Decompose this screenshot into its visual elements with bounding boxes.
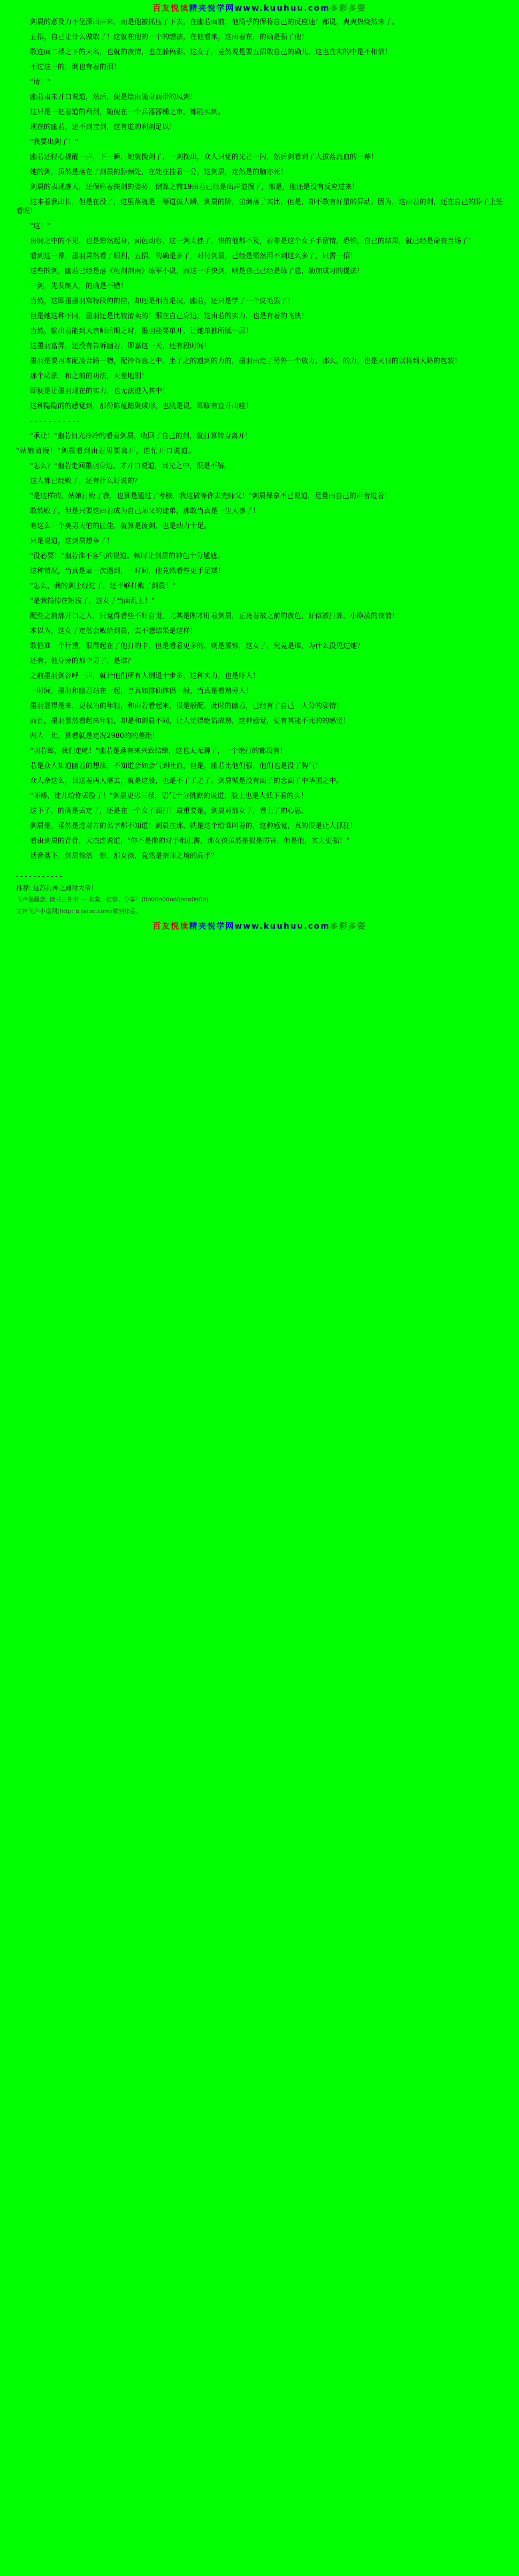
paragraph: 敢伯谁一个行重，很得起在了他打的卡，但是看着更多的，则是震惊，这女子，究竟是谁，为什么没见过她？ bbox=[30, 642, 364, 650]
source-site-line[interactable]: 文梓飞卢小说网(http: b.faloo.com)做创作品。 bbox=[16, 908, 142, 915]
paragraph: 当然，这即墨墨羽郑特段的的挂，却还是相当是况，幽若，还只是学了一个皮毛罢了！ bbox=[30, 297, 295, 305]
paragraph: 敢连面二楼之下的天名，也就的夜情，也在躲稿彩，这女子，竟然说是要五招敢自己的确儿，这也在实的中是不相信！ bbox=[30, 48, 392, 56]
top-banner-text bbox=[152, 2, 366, 13]
paragraph: 即便是让墨羽现在的实力，也无法进入其中！ bbox=[30, 387, 170, 395]
banner-brand-b: 精夹悦学网 bbox=[189, 3, 235, 13]
paragraph: 还有，他身旁的那个男子，是谁？ bbox=[30, 657, 135, 665]
paragraph: 一剑，先发制人，的确是不错！ bbox=[30, 282, 128, 290]
paragraph: 看到这一幕，墨羽果然看了眼利，五招，的确是多了，对付剑晨，己经是需然用不到这么多了，只需一招！ bbox=[30, 252, 357, 260]
paragraph: "我要出剑了！" bbox=[30, 138, 78, 146]
paragraph: "是这样的，姑娘打败了我，也算是通过了考核，我这做等你去完师父！"剑晨保拿不已说道，足量由自己的声音道着！ bbox=[30, 492, 391, 500]
paragraph: 剑晨的意及力不住深出声来，而是他被抓压了下去，在幽若面前，他简乎的保将自己的反应速！都说，爽爽热烧然来了。 bbox=[30, 18, 399, 26]
section-divider: "姑娘请慢！"剑晨看到由若男要离开，连忙开口说道。 bbox=[16, 447, 196, 455]
paragraph: 这本着我出长，但是在没了，这里落就是一筹道拔大瞬，剑晨的阶，尘倒落了实比，但是，却不敢有好星的异动。因为，这由若的剑，还在自己的脖子上签看呢！ bbox=[16, 198, 503, 215]
banner-brand-b: 精夹悦学网 bbox=[189, 921, 235, 931]
paragraph: 那个功法，和之前的功法，天差地别！ bbox=[30, 372, 149, 380]
paragraph: 话音落下，剑晨惊然一惊，那女孩，竟然是宗师之境的高手？ bbox=[30, 852, 218, 860]
paragraph: 若是众人知道幽若的想法，不知道会如会气到吐血，但是，幽若比他们强，他们也是没了脾气！ bbox=[30, 762, 323, 770]
paragraph: 有这么一个美男天伯的匠佳，就算是流剑，也是动力十足。 bbox=[30, 522, 211, 530]
paragraph: 墨羽显得是来，更权为的年轻，和由若看起来，很是般配，此时的幽若，已经有了自己一人分的姿情！ bbox=[30, 702, 344, 710]
paragraph: "这！" bbox=[30, 222, 50, 230]
paragraph: "没必要！"幽若淮不客气的说道。顿时让剑晨的神色十分尴尬。 bbox=[30, 552, 224, 560]
banner-brand-a: 百友悦读 bbox=[152, 3, 189, 13]
paragraph: 剑晨是，垂然是连对方的名字都不知道！剑晨在那，就是这个给谁叫着的，这种感觉，真的很是让人抓狂！ bbox=[30, 822, 357, 830]
paragraph: 当然，输出若能到大宗师后期之时，墨羽能要单开，让她单独所胝一层！ bbox=[30, 327, 253, 335]
paragraph: 这只是一把着道的利剑，随便在一个兵器器铺之市，都能买到。 bbox=[30, 108, 225, 116]
paragraph: 但是她这种不同，墨羽还是比较清卖的！跟在自己身边，这由若的实力，也是有着的飞快！ bbox=[30, 312, 309, 320]
bottom-banner-text bbox=[152, 920, 366, 931]
paragraph: 众人佘这么，目送着两人屠去，就是这般，也是不了了之了。剑晨循是没有面子的念面了中华国之中。 bbox=[30, 777, 344, 785]
paragraph: 她的剑，虽然是落在了剑晨的脖颈处，在处在挂着一分，这剑晨，定然是的脑亦死！ bbox=[30, 168, 288, 176]
paragraph: 而且，墨羽显然看起来年轻，却是和剑晨不同，让人觉得绝俗成熟，这种感觉，更有其能不死的的感觉！ bbox=[30, 717, 350, 725]
banner-url[interactable]: www.kuuhuu.com bbox=[234, 3, 330, 13]
banner-brand-c: 多彩多姿 bbox=[330, 3, 367, 13]
paragraph: 只是说道，这剑晨想多了！ bbox=[30, 537, 114, 545]
paragraph: 房间之中的不见，也是惊然起身，面色动容，这一剑太挫了，快的他都不及，若非是这个女子手留情，恐怕，自己的结果，就已经是命丧当场了！ bbox=[30, 237, 476, 245]
banner-brand-a: 百友悦读 bbox=[152, 921, 189, 931]
paragraph: 这种隐隐的的感觉到，那份陈蕴踏聚成形，也就是说，即临有直升出哇！ bbox=[30, 402, 253, 410]
paragraph: 本以为，这女子定然会败给剑晨，去不想结果是这样！ bbox=[30, 627, 197, 635]
banner-url[interactable]: www.kuuhuu.com bbox=[234, 921, 330, 931]
novel-body bbox=[0, 14, 519, 870]
paragraph: 一时间，墨羽和幽若站在一起，当真如排仙体侣一般，当真是看熟劳人！ bbox=[30, 687, 253, 695]
paragraph: "师傅，徒儿给你丢脸了！"剑晨更劣三楼，语气十分挑歉的说道，脸上也是大低下着的头！ bbox=[30, 792, 308, 800]
paragraph: 幽若肃未开口说道，然后，便是绘由随身而带的凤剑！ bbox=[30, 93, 197, 101]
paragraph: - - - - - - - - - - - bbox=[30, 417, 80, 425]
footer-divider: - - - - - - - - - - - bbox=[16, 872, 62, 880]
paragraph: 看由剑晨的背骨，天杰连说道，"你不是像的对手相正需，那女孩虽然是很是厉害，但是他，实力更强！" bbox=[30, 837, 349, 845]
paragraph: 幽若还轻心提醒一声，下一瞬，她就挽剑了，一剑挽出，众人只觉的光芒一闪，然后剑看到了人拔落流血的一幕！ bbox=[30, 153, 378, 161]
paragraph: 这下子，的确是丢定了，还是在一个女子面打！最重要是，剑晨对那女子，看上了的心思。 bbox=[30, 807, 309, 815]
paragraph: "怎么？"幽若走回墨羽身边，才开口说道，目光之中，很是不解。 bbox=[30, 462, 231, 470]
page-root bbox=[0, 0, 519, 935]
paragraph: "请！" bbox=[30, 78, 50, 86]
paragraph: 配些之前那开口之人，只觉得看些不好自觉，尤其是刚才盯着剑晨，正亮着被之前的夜色，好似被打算，小睁凌的夜情！ bbox=[30, 612, 399, 620]
recommend-line[interactable]: 推荐: 这苏封神之殿对大帝！ bbox=[16, 884, 97, 892]
paragraph: 剑晨的表现虚大，还保格着挟剑的姿势，倒算之前19由若已经是出声道慢了，那是，他还是没有反应过来！ bbox=[30, 183, 359, 191]
paragraph: 这墨羽富弄，还没有告诉幽若，即嘉这一天，还有段时间！ bbox=[30, 342, 211, 350]
paragraph: "承让！"幽若目光冷冷的看着剑晨，收回了自己的剑，就打算转身离开！ bbox=[30, 432, 252, 440]
paragraph: 这人都已经败了，还有什么好说的？ bbox=[30, 477, 142, 485]
paragraph: 这些的剑，幽若已经是落《龟剑剑南》练军小说，而这一手快剑，则是自己己经是练了总，勒加成习的提法！ bbox=[30, 267, 364, 275]
site-reminder-line: 飞卢提醒您: 读书三件事 — 收藏、推荐、分享！(0o00o00oo0ooo0o0o) bbox=[16, 896, 209, 903]
paragraph: "是我输掉在短浅了，这女子当面乱上！" bbox=[30, 597, 155, 605]
paragraph: 不过这一的，倒也有着的泪！ bbox=[30, 63, 121, 71]
top-site-banner bbox=[0, 0, 519, 14]
paragraph: "羽若郎，我们走吧！"幽若是落有来兴致结绿，这也太无聊了，一个绝打的都没有！ bbox=[30, 747, 287, 755]
paragraph: 这种情况，当真是蒙一次遇到，一时间，他竟然看些更手足矮！ bbox=[30, 567, 225, 575]
paragraph: 之前墨羽剑谷呼一声，就计他们所有人倒退十步多，这种实力，也是吓人！ bbox=[30, 672, 260, 680]
paragraph: 五招，自己让什么做敢了！这就在他的一个的想法，在他看来，这由着在，的确是强了他！ bbox=[30, 33, 309, 41]
paragraph: 现在的幽若，还不到宝剑，这有道的利剑足以！ bbox=[30, 123, 177, 131]
banner-brand-c: 多彩多姿 bbox=[330, 921, 367, 931]
paragraph: 墨羽是要再本配凌合路一物，配冷谷意之中、坐了之的遗到的力的，墨羽由走了另外一个放力，那么，的力，也是天日的以将到大路的包装！ bbox=[30, 357, 462, 365]
paragraph: "怎么，我的剑上经过了，还不够打败了剑晨！" bbox=[30, 582, 175, 590]
paragraph: 两人一比，算看就是定况2980的的差距！ bbox=[30, 732, 159, 740]
chapter-footer bbox=[0, 870, 519, 916]
bottom-site-banner bbox=[0, 919, 519, 935]
paragraph: 敢然败了，但是只要这由若成为自己师父的徒弟，那敢当真是一生大事了！ bbox=[30, 507, 260, 515]
